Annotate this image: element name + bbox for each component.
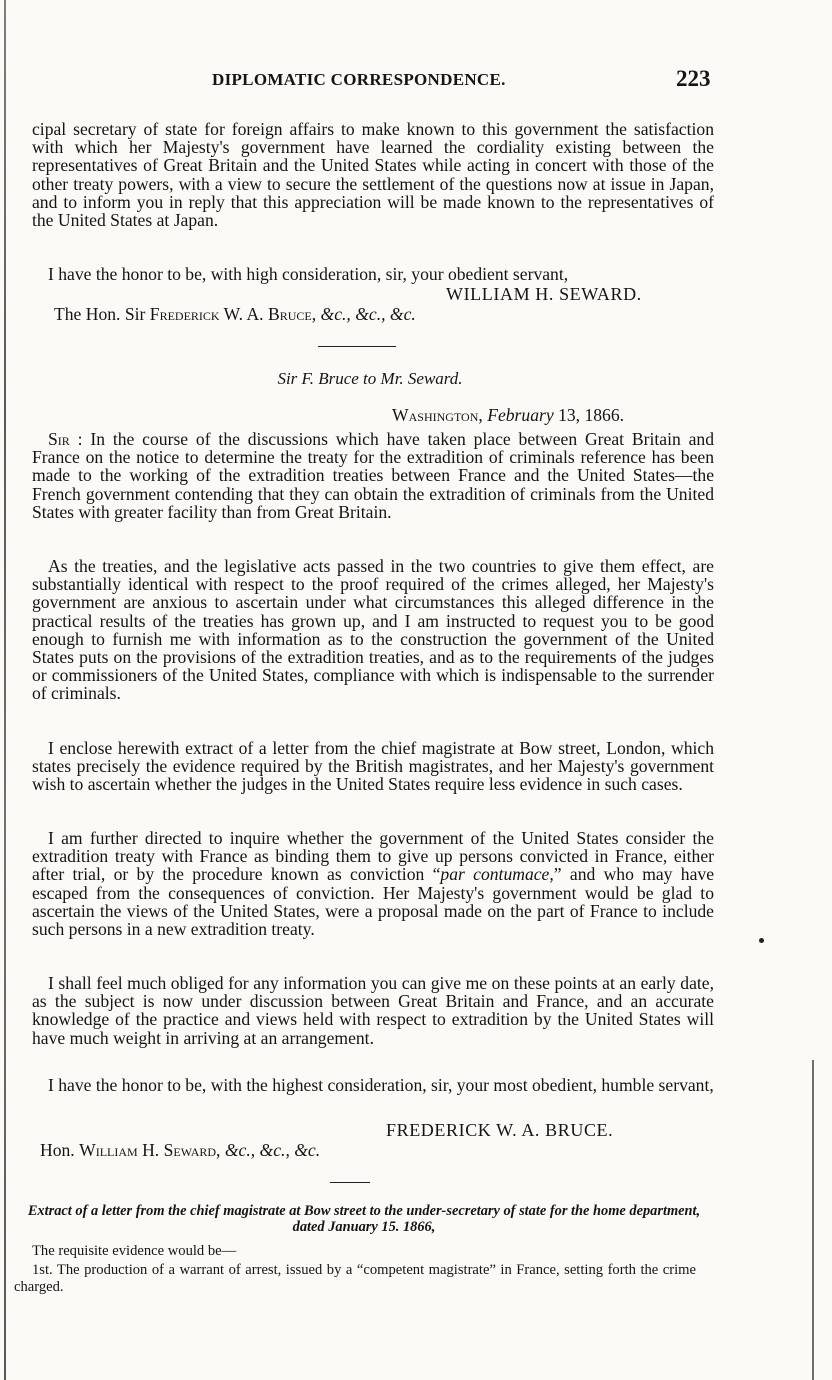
letter-paragraph-5: I shall feel much obliged for any information you can give me on these points at an early date, as the subject is now under discussion between Great Britain and France, and an accurate knowledge of the practice and views held with respect to extradition by the United States will have much weight in arriving at an arrangement. — [32, 973, 714, 1048]
paragraph-4-text-a: I am further directed to inquire whether the government of the United States consider the extradition treaty with France as binding them to give up persons convicted in France, either after trial, or by the procedure known as conviction “ — [32, 828, 714, 885]
extract-title: Extract of a letter from the chief magistrate at Bow street to the under-secretary of state for the home department, dated January 15. 1866, — [27, 1203, 701, 1235]
paragraph-4-text-b: ” and who may have escaped from the consequences of conviction. Her Majesty's government would be glad to ascertain the views of the United States, were a proposal made on the part of France to include such persons in a new extradition treaty. — [32, 864, 714, 940]
extract-intro: The requisite evidence would be— — [32, 1243, 237, 1259]
addressee-suffix: &c., &c., &c. — [320, 304, 416, 324]
par-contumace-term: par contumace, — [440, 864, 554, 885]
dateline-day-year: 13, 1866. — [558, 405, 625, 425]
first-letter-addressee — [54, 304, 416, 325]
salutation: Sir : — [48, 429, 83, 449]
page-number: 223 — [676, 66, 711, 91]
letter-paragraph-4 — [32, 829, 714, 938]
letter-heading: Sir F. Bruce to Mr. Seward. — [277, 369, 463, 388]
addressee-prefix: Hon. — [40, 1140, 75, 1160]
letter-paragraph-1 — [32, 430, 714, 521]
letter-dateline — [392, 405, 624, 426]
running-head: DIPLOMATIC CORRESPONDENCE. — [212, 70, 506, 89]
addressee-name: William H. Seward, — [79, 1140, 221, 1160]
dateline-place: Washington, — [392, 405, 483, 425]
section-divider-rule — [318, 346, 396, 347]
dateline-month: February — [487, 405, 554, 425]
bruce-signature: FREDERICK W. A. BRUCE. — [386, 1120, 614, 1140]
extract-item-1: 1st. The production of a warrant of arrest, issued by a “competent magistrate” in France, setting forth the crime charged. — [14, 1262, 696, 1295]
letter-paragraph-2: As the treaties, and the legislative acts passed in the two countries to give them effect, are substantially identical with respect to the proof required of the crimes alleged, her Majesty's government are anxious to ascertain under what circumstances this alleged difference in the practical results of the treaties has grown up, and I am instructed to request you to be good enough to furnish me with information as to the construction the government of the United States puts on the provisions of the extradition treaties, and as to the requirements of the judges or commissioners of the United States, compliance with which is indispensable to the surrender of criminals. — [32, 556, 714, 704]
page-header — [0, 66, 832, 96]
addressee-suffix: &c., &c., &c. — [224, 1140, 321, 1160]
letter-paragraph-3: I enclose herewith extract of a letter from the chief magistrate at Bow street, London, which states precisely the evidence required by the British magistrates, and her Majesty's government wish to ascertain whether the judges in the United States require less evidence in such cases. — [32, 738, 714, 795]
addressee-prefix: The Hon. Sir — [54, 304, 146, 324]
first-letter-closing: I have the honor to be, with high consideration, sir, your obedient servant, — [48, 264, 569, 284]
letter-continuation-paragraph: cipal secretary of state for foreign affairs to make known to this government the satisfaction with which her Majesty's government have learned the cordiality existing between the representatives of Great Britain and the United States while acting in concert with those of the other treaty powers, with a view to secure the settlement of the questions now at issue in Japan, and to inform you in reply that this appreciation will be made known to the representatives of the United States at Japan. — [32, 119, 714, 231]
second-letter-addressee — [40, 1140, 320, 1161]
section-divider-rule — [330, 1182, 370, 1183]
paragraph-1-text: In the course of the discussions which have taken place between Great Britain and France on the notice to determine the treaty for the extradition of criminals reference has been made to the working of the extradition treaties between France and the United States—the French government contending that they can obtain the extradition of criminals from the United States with greater facility than from Great Britain. — [32, 429, 714, 522]
page-right-edge — [812, 1060, 814, 1380]
addressee-name: Frederick W. A. Bruce, — [149, 304, 317, 324]
second-letter-closing: I have the honor to be, with the highest consideration, sir, your most obedient, humble servant, — [48, 1075, 714, 1095]
page-left-edge — [4, 0, 6, 1380]
seward-signature: WILLIAM H. SEWARD. — [446, 284, 642, 304]
margin-ink-spot — [759, 938, 764, 943]
